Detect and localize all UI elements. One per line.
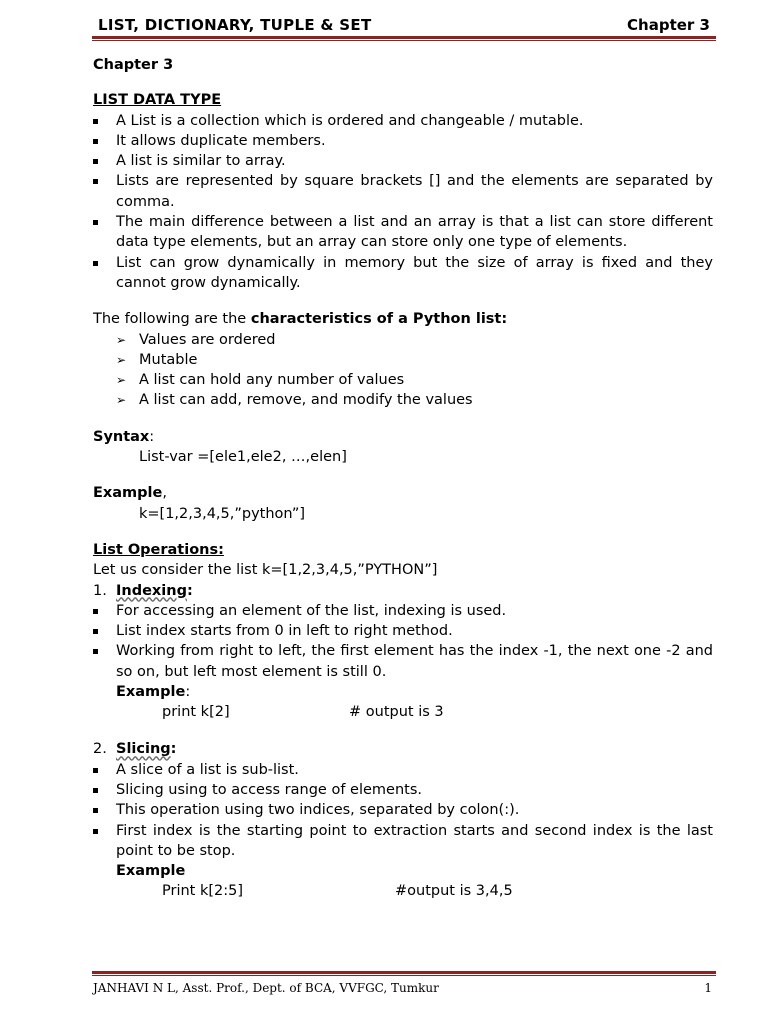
header-title: LIST, DICTIONARY, TUPLE & SET <box>98 16 372 34</box>
list-item: ➢ Values are ordered <box>116 330 713 350</box>
operations-intro: Let us consider the list k=[1,2,3,4,5,”PYTHON”] <box>93 562 438 579</box>
list-item: A slice of a list is sub-list. <box>93 760 713 780</box>
list-item: The main difference between a list and an array is that a list can store different data type elements, but an array can store only one type of elements. <box>93 212 713 253</box>
chapter-label: Chapter 3 <box>93 57 174 73</box>
page-footer <box>93 981 712 995</box>
list-item: For accessing an element of the list, indexing is used. <box>93 601 713 621</box>
indexing-example-code: print k[2] # output is 3 <box>93 702 713 722</box>
characteristics-list <box>93 330 713 411</box>
list-item: List index starts from 0 in left to right method. <box>93 621 713 641</box>
list-item: Lists are represented by square brackets [] and the elements are separated by comma. <box>93 171 713 212</box>
example-code: k=[1,2,3,4,5,”python”] <box>139 505 305 522</box>
list-item: Slicing using to access range of elements. <box>93 780 713 800</box>
list-item: ➢ Mutable <box>116 350 713 370</box>
list-item: A List is a collection which is ordered and changeable / mutable. <box>93 111 713 131</box>
page-number: 1 <box>704 981 712 995</box>
slicing-example-label: Example <box>116 863 186 880</box>
list-item: A list is similar to array. <box>93 151 713 171</box>
page-content <box>93 55 713 901</box>
footer-author: JANHAVI N L, Asst. Prof., Dept. of BCA, VVFGC, Tumkur <box>93 981 439 995</box>
operations-heading: List Operations: <box>93 541 224 558</box>
header-rule <box>92 36 716 41</box>
header-chapter: Chapter 3 <box>627 16 710 34</box>
list-item: ➢ A list can add, remove, and modify the values <box>116 390 713 410</box>
slicing-output-comment: #output is 3,4,5 <box>395 883 513 900</box>
list-item: First index is the starting point to extraction starts and second index is the last point to be stop. <box>93 821 713 862</box>
syntax-code: List-var =[ele1,ele2, …,elen] <box>139 449 347 466</box>
list-item: It allows duplicate members. <box>93 131 713 151</box>
indexing-example-label: Example: <box>116 684 191 701</box>
footer-rule <box>92 971 716 976</box>
slicing-example-code: Print k[2:5] #output is 3,4,5 <box>93 881 713 901</box>
slicing-heading: 2. Slicing: <box>93 741 177 758</box>
page-header <box>98 14 710 36</box>
list-data-type-heading: LIST DATA TYPE <box>93 92 222 109</box>
characteristics-intro: The following are the characteristics of a Python list: <box>93 311 508 328</box>
list-item: This operation using two indices, separated by colon(:). <box>93 800 713 820</box>
indexing-output-comment: # output is 3 <box>349 704 444 721</box>
slicing-bullets <box>93 760 713 861</box>
indexing-heading: 1. Indexing: <box>93 582 193 599</box>
example-label: Example, <box>93 485 167 502</box>
list-item: List can grow dynamically in memory but the size of array is fixed and they cannot grow dynamically. <box>93 253 713 294</box>
indexing-bullets <box>93 601 713 682</box>
list-item: ➢ A list can hold any number of values <box>116 370 713 390</box>
list-item: Working from right to left, the first element has the index -1, the next one -2 and so on, but left most element is still 0. <box>93 641 713 682</box>
list-data-type-bullets <box>93 111 713 294</box>
syntax-label: Syntax: <box>93 428 155 445</box>
